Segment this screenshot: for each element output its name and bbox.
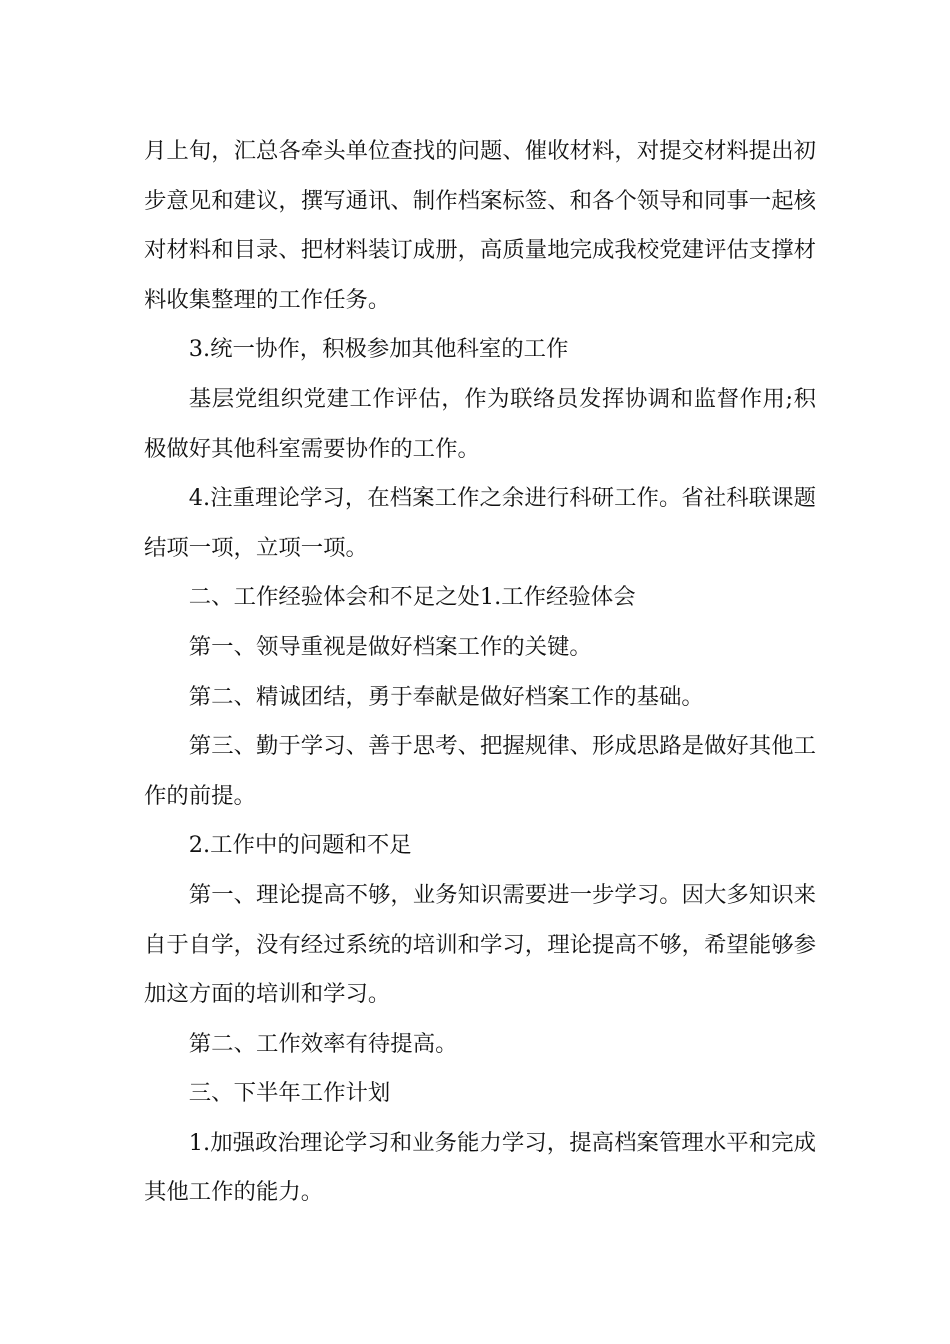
- paragraph-experience-second: 第二、精诚团结，勇于奉献是做好档案工作的基础。: [188, 683, 704, 710]
- paragraph-experience-third: 第三、勤于学习、善于思考、把握规律、形成思路是做好其他工作的前提。: [144, 733, 816, 809]
- paragraph-problem-second: 第二、工作效率有待提高。: [188, 1030, 458, 1057]
- paragraph-experience-first: 第一、领导重视是做好档案工作的关键。: [188, 633, 592, 660]
- paragraph-problem-first: 第一、理论提高不够，业务知识需要进一步学习。因大多知识来自于自学，没有经过系统的培训和学习，理论提高不够，希望能够参加这方面的培训和学习。: [144, 881, 816, 1008]
- document-body: [144, 127, 816, 1218]
- section-heading-experience: 二、工作经验体会和不足之处1.工作经验体会: [188, 584, 636, 611]
- paragraph-item-3-body: 基层党组织党建工作评估，作为联络员发挥协调和监督作用;积极做好其他科室需要协作的工作。: [144, 385, 816, 462]
- subsection-heading-problems: 2.工作中的问题和不足: [188, 832, 412, 859]
- paragraph-item-4: 4.注重理论学习，在档案工作之余进行科研工作。省社科联课题结项一项，立项一项。: [144, 485, 816, 561]
- section-heading-plan: 三、下半年工作计划: [188, 1080, 391, 1107]
- paragraph-item-3-heading: 3.统一协作，积极参加其他科室的工作: [188, 336, 569, 363]
- paragraph-continuation: 月上旬，汇总各牵头单位查找的问题、催收材料，对提交材料提出初步意见和建议，撰写通讯、制作档案标签、和各个领导和同事一起核对材料和目录、把材料装订成册，高质量地完成我校党建评估支撑材料收集整理的工作任务。: [144, 138, 816, 313]
- paragraph-plan-item-1: 1.加强政治理论学习和业务能力学习，提高档案管理水平和完成其他工作的能力。: [144, 1129, 816, 1206]
